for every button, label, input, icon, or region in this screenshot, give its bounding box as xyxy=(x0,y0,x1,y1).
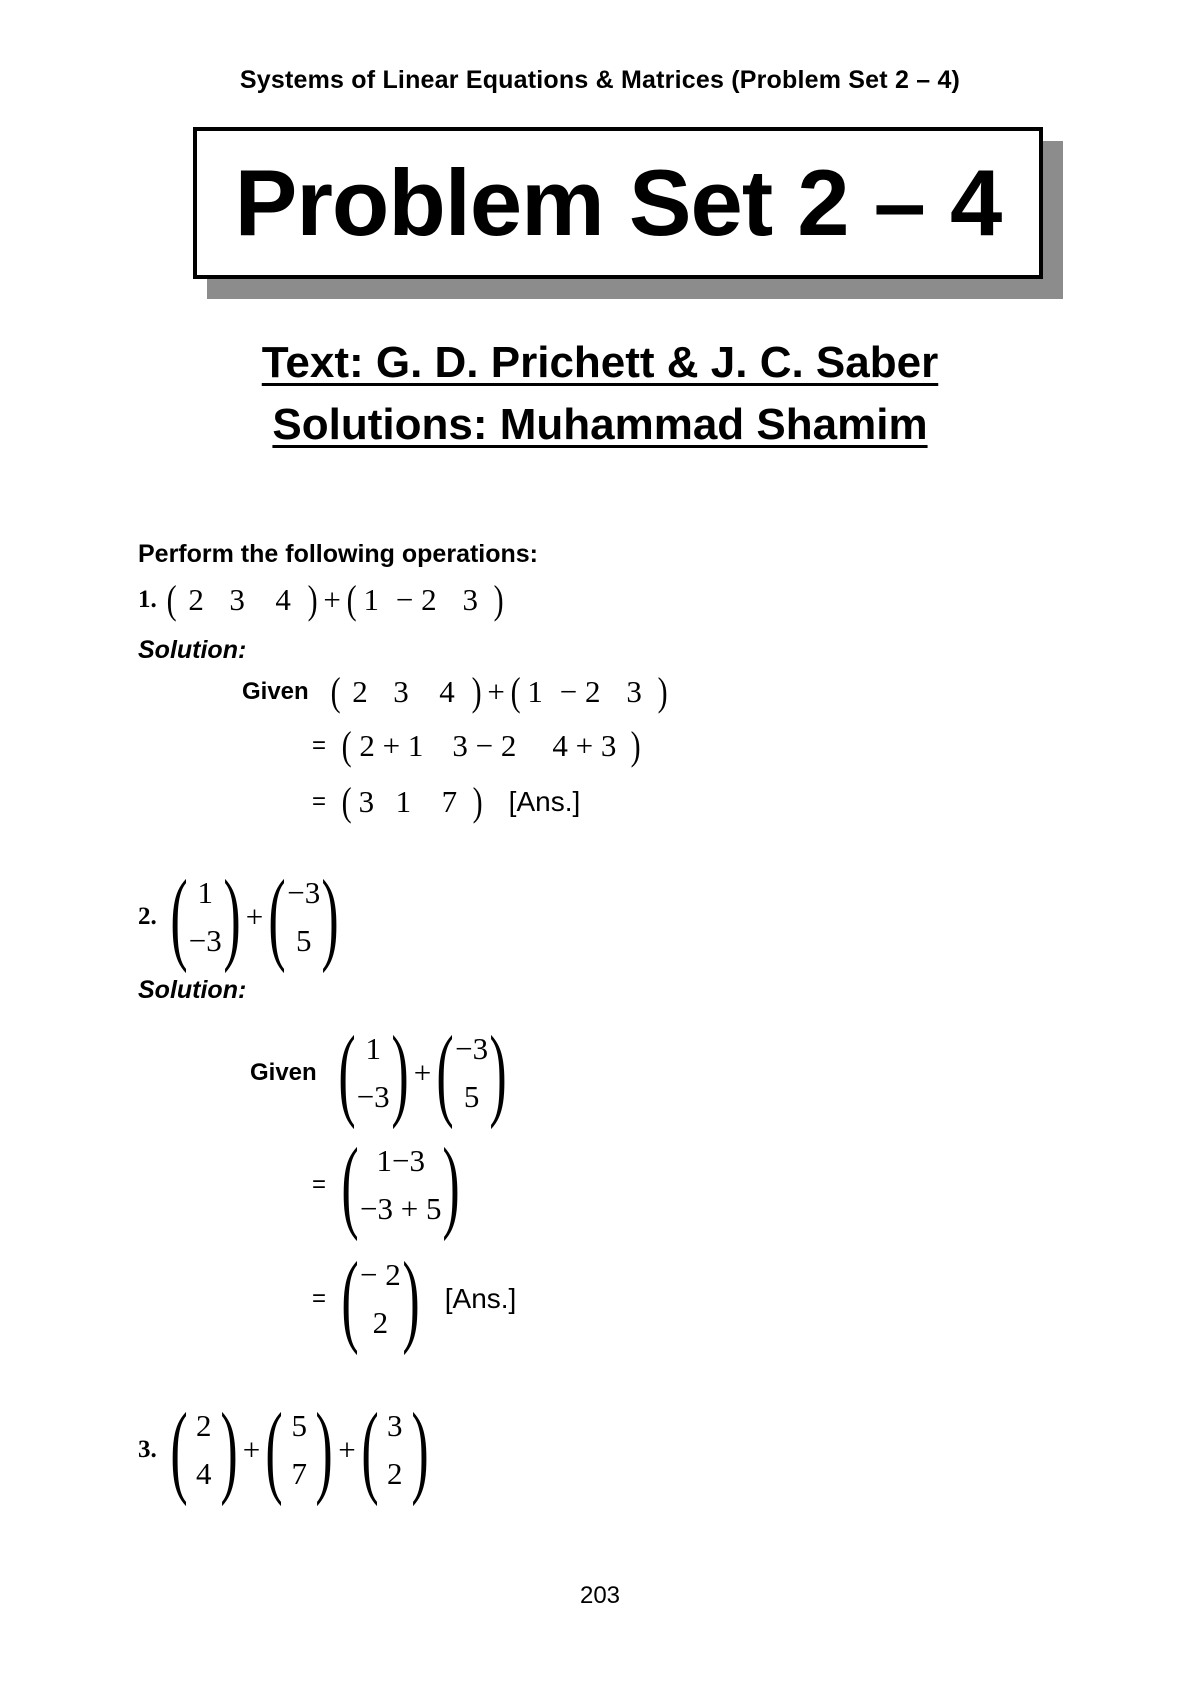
problem-3-statement: 3. ( 2 4 ) + ( 5 7 ) + ( 3 2 ) xyxy=(138,1392,429,1507)
column-vector: ( −3 5 ) xyxy=(268,859,339,974)
equals-sign: = xyxy=(312,1171,327,1198)
problem-2-result: = ( − 2 2 ) [Ans.] xyxy=(312,1241,517,1356)
given-label: Given xyxy=(242,678,309,705)
instruction-text: Perform the following operations: xyxy=(138,540,539,568)
equals-sign: = xyxy=(312,788,327,815)
answer-tag: [Ans.] xyxy=(508,786,581,817)
problem-2-given: Given ( 1 −3 ) + ( −3 5 ) xyxy=(250,1015,507,1130)
row-vector: ( 2 3 4 ) xyxy=(166,577,318,622)
answer-tag: [Ans.] xyxy=(444,1283,517,1314)
plus-operator: + xyxy=(323,582,341,617)
equals-sign: = xyxy=(312,732,327,759)
text-author-line: Text: G. D. Prichett & J. C. Saber xyxy=(261,338,939,387)
problem-number: 3. xyxy=(138,1436,157,1463)
solution-label: Solution: xyxy=(138,976,247,1004)
problem-1-given: Given ( 2 3 4 ) + ( 1 − 2 3 ) xyxy=(242,669,668,714)
column-vector: ( 1 −3 ) xyxy=(170,859,241,974)
problem-1-step-1: = ( 2 + 1 3 − 2 4 + 3 ) xyxy=(312,723,642,768)
given-label: Given xyxy=(250,1059,317,1086)
page-number: 203 xyxy=(579,1582,621,1609)
problem-1-result: = ( 3 1 7 ) [Ans.] xyxy=(312,779,581,824)
problem-2-statement: 2. ( 1 −3 ) + ( −3 5 ) xyxy=(138,859,339,974)
problem-number: 1. xyxy=(138,586,157,613)
solutions-author-line: Solutions: Muhammad Shamim xyxy=(272,400,928,449)
column-vector: ( 5 7 ) xyxy=(265,1392,333,1507)
problem-2-step-1: = ( 1−3 −3 + 5 ) xyxy=(312,1127,461,1242)
problem-number: 2. xyxy=(138,903,157,930)
equals-sign: = xyxy=(312,1285,327,1312)
problem-1-statement xyxy=(138,576,506,624)
running-header: Systems of Linear Equations & Matrices (Problem Set 2 – 4) xyxy=(239,66,961,94)
title-box xyxy=(193,127,1043,279)
column-vector: ( 3 2 ) xyxy=(361,1392,429,1507)
row-vector: ( 1 − 2 3 ) xyxy=(346,577,504,622)
solution-label: Solution: xyxy=(138,636,247,664)
page-title: Problem Set 2 – 4 xyxy=(234,150,1002,255)
column-vector: ( 2 4 ) xyxy=(170,1392,238,1507)
